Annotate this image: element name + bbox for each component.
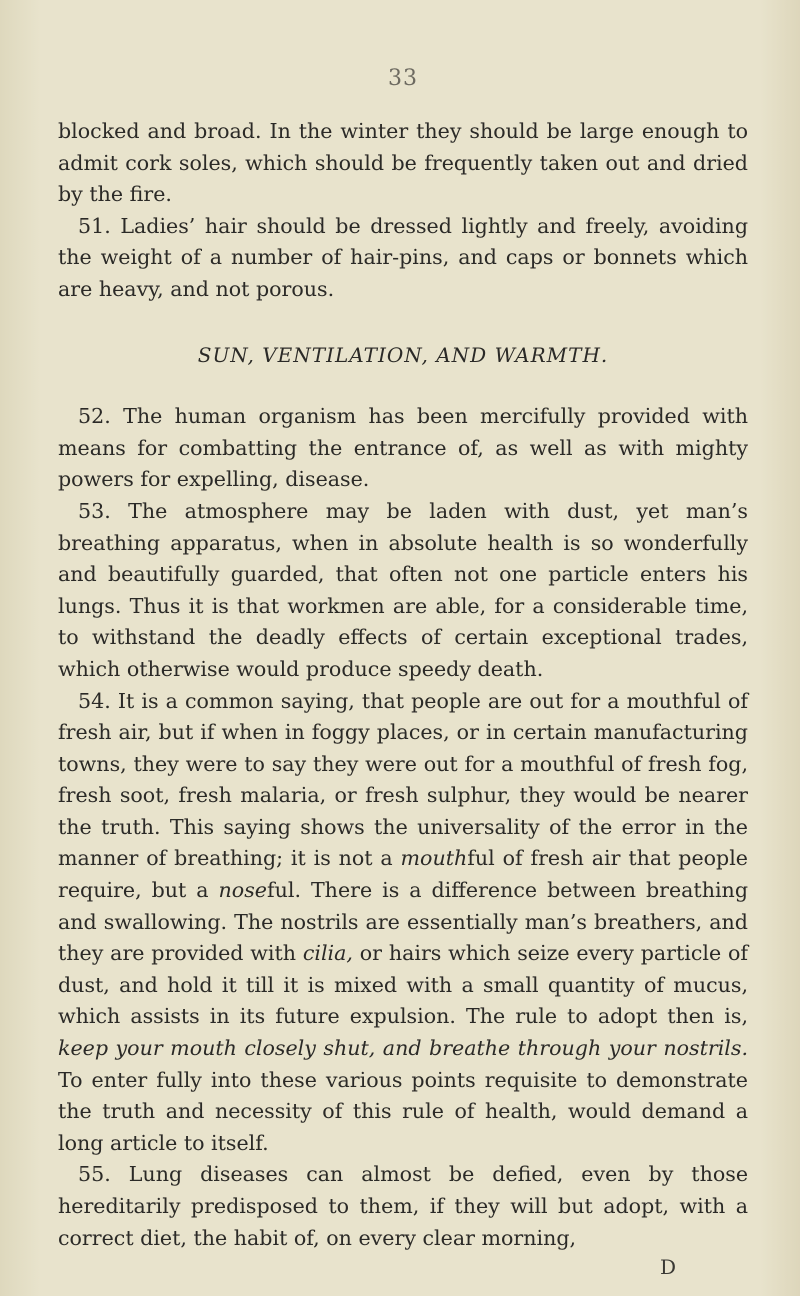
paragraph-55 (58, 1159, 748, 1254)
paragraph-text: The human organism has been mercifully provided with means for combatting the entrance of, as well as with mighty powers for expelling, disease. (58, 404, 749, 492)
paragraph-51 (58, 211, 748, 306)
paragraph-number: 54. (78, 688, 111, 713)
italic-mouth: mouth (400, 846, 468, 871)
paragraph-text: blocked and broad. In the winter they should be large enough to admit cork soles, which should be frequently taken out and dried by the fire. (58, 119, 748, 207)
paragraph-continued (58, 116, 748, 211)
paragraph-number: 52. (78, 404, 111, 429)
italic-cilia: cilia, (302, 941, 353, 966)
paragraph-text: The atmosphere may be laden with dust, yet man’s breathing apparatus, when in absolute health is so wonderfully and beautifully guarded, that often not one particle enters his lungs. Thus it is that workmen are able, for a considerable time, to withstand the deadly effects of certain exceptional trades, which otherwise would produce speedy death. (58, 498, 749, 681)
paragraph-text: ful of fresh air that people require, but a (58, 846, 748, 903)
paragraph-text: To enter fully into these various points requisite to demonstrate the truth and necessity of this rule of health, would demand a long article to itself. (58, 1067, 748, 1155)
signature-mark: D (660, 1255, 677, 1279)
italic-rule: keep your mouth closely shut, and breathe through your nostrils. (58, 1036, 748, 1061)
paragraph-53 (58, 496, 748, 686)
paragraph-text: It is a common saying, that people are out for a mouthful of fresh air, but if when in foggy places, or in certain manufacturing towns, they were to say they were out for a mouthful of fresh fog, fresh soot, fresh malaria, or fresh sulphur, they would be nearer the truth. This saying shows the universality of the error in the manner of breathing; it is not a (58, 688, 749, 871)
paragraph-52 (58, 401, 748, 496)
paragraph-54 (58, 686, 748, 1160)
body-text (58, 116, 748, 1254)
paragraph-number: 53. (78, 498, 111, 523)
page-number: 33 (388, 66, 418, 91)
paragraph-text: Lung diseases can almost be defied, even by those hereditarily predisposed to them, if they will but adopt, with a correct diet, the habit of, on every clear morning, (58, 1162, 749, 1250)
paragraph-text: Ladies’ hair should be dressed lightly and freely, avoiding the weight of a number of hair-pins, and caps or bonnets which are heavy, and not porous. (58, 213, 748, 301)
section-heading: SUN, VENTILATION, AND WARMTH. (197, 342, 609, 367)
paragraph-number: 51. (78, 213, 111, 238)
paragraph-text: ful. There is a difference between breathing and swallowing. The nostrils are essentially man’s breathers, and they are provided with (58, 878, 749, 966)
paragraph-text: or hairs which seize every particle of dust, and hold it till it is mixed with a small quantity of mucus, which assists in its future expulsion. The rule to adopt then is, (58, 941, 749, 1029)
italic-nose: nose (218, 878, 267, 903)
paragraph-number: 55. (78, 1162, 111, 1187)
